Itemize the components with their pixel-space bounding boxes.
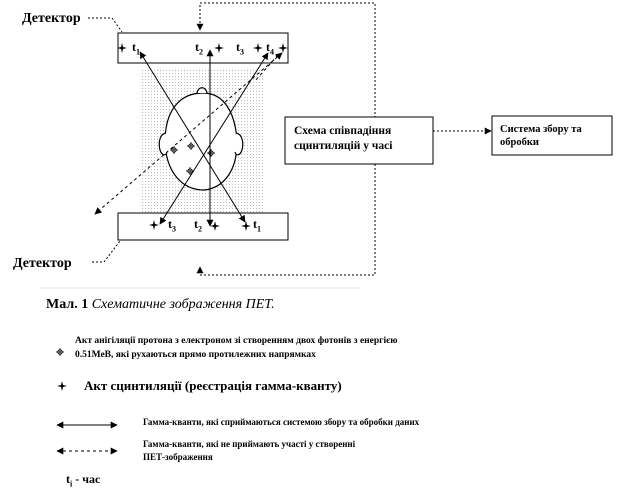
detector-top-label: Детектор bbox=[22, 11, 81, 26]
time-label-t2-bottom: $t_2$ bbox=[194, 217, 202, 234]
legend-scintillation-text: Акт сцинтиляції (реєстрація гамма-кванту) bbox=[84, 378, 342, 393]
legend-annihilation-text: Акт анігіляції протона з електроном зі створенням двох фотонів з енергією 0.51МеВ, які рухаються прямо протилежних напрямках bbox=[75, 336, 398, 360]
legend-not-registered-text: Гамма-кванти, які не приймають участі у створенні ПЕТ-зображення bbox=[143, 439, 356, 462]
detector-top-leader bbox=[88, 18, 122, 32]
detector-bottom-leader bbox=[92, 241, 120, 262]
figure-caption: Мал. 1 Схематичне зображення ПЕТ. bbox=[46, 297, 275, 312]
legend-annihilation-icon bbox=[56, 348, 64, 356]
legend-registered-text: Гамма-кванти, які сприймаються системою збору та обробки даних bbox=[143, 417, 420, 427]
legend-scintillation-icon bbox=[57, 381, 67, 391]
time-label-t2-top: $t_2$ bbox=[195, 40, 203, 57]
head-nose bbox=[197, 88, 207, 93]
time-label-t4-top: $t_4$ bbox=[266, 40, 274, 57]
coincidence-box-text: Схема співпадіння сцинтиляцій у часі bbox=[294, 125, 393, 152]
detector-bottom-label: Детектор bbox=[13, 256, 72, 271]
acquisition-box-text: Система збору та обробки bbox=[500, 124, 582, 148]
detector-bottom-box bbox=[118, 213, 288, 240]
head-outline bbox=[165, 93, 237, 190]
time-label-t3-top: $t_3$ bbox=[236, 40, 244, 57]
time-label-t1-top: $t_1$ bbox=[132, 40, 140, 57]
time-label-t3-bottom: $t_3$ bbox=[168, 217, 176, 234]
time-label-t1-bottom: $t_1$ bbox=[253, 217, 261, 234]
legend-time-text: $t_i$ - час bbox=[66, 472, 101, 489]
